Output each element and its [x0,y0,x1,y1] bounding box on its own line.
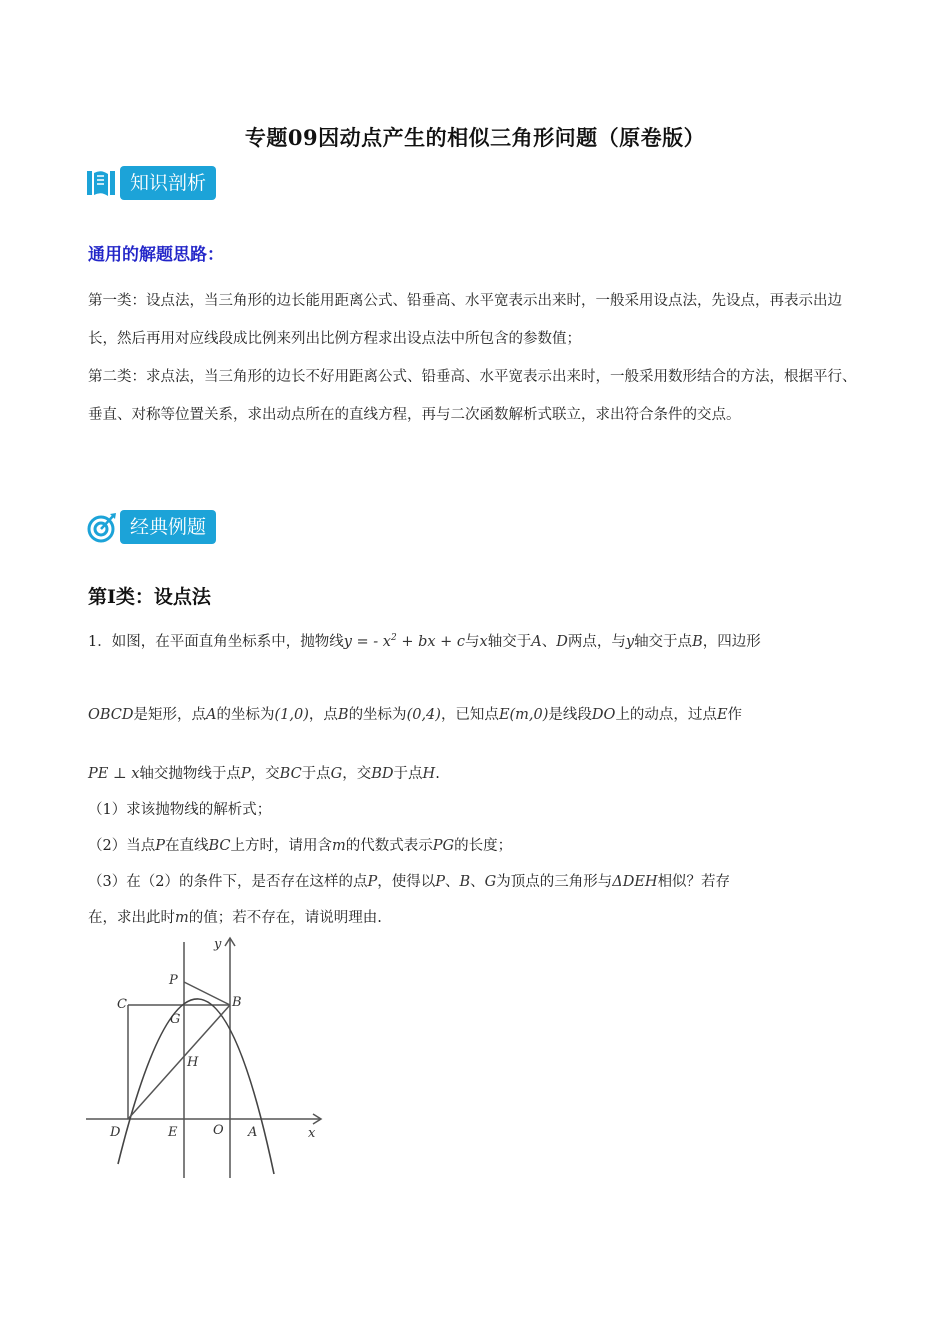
parabola-curve [118,999,274,1174]
question-2: （2）当点P在直线BC上方时，请用含m的代数式表示PG的长度； [88,838,513,854]
parabola-figure [84,934,334,1184]
question-3-line-1: （3）在（2）的条件下，是否存在这样的点P，使得以P、B、G为顶点的三角形与ΔDEH相似？若存 [88,874,731,890]
label-a: A [248,1125,258,1140]
label-g: G [170,1012,181,1027]
method-two-paragraph: 第二类：求点法，当三角形的边长不好用距离公式、铅垂高、水平宽表示出来时，一般采用数形结合的方法，根据平行、垂直、对称等位置关系，求出动点所在的直线方程，再与二次函数解析式联立，求出符合条件的交点。 [88,369,857,423]
label-y: y [214,937,222,952]
question-1: （1）求该抛物线的解析式； [88,802,272,818]
question-3-line-2: 在，求出此时m的值；若不存在，请说明理由. [88,910,382,926]
label-d: D [110,1125,121,1140]
label-p: P [169,973,178,988]
knowledge-banner-label: 知识剖析 [120,166,216,200]
label-o: O [213,1123,224,1138]
method-one-paragraph: 第一类：设点法，当三角形的边长能用距离公式、铅垂高、水平宽表示出来时，一般采用设点法，先设点，再表示出边长，然后再用对应线段成比例来列出比例方程求出设点法中所包含的参数值； [88,293,842,347]
section-heading: 第Ⅰ类：设点法 [88,586,211,608]
book-icon [86,166,118,200]
problem-line-1: 1．如图，在平面直角坐标系中，抛物线y = - $x^2$ + bx + c与x轴交于A、D两点，与y轴交于点B，四边形 [88,633,761,650]
page-title: 专题09因动点产生的相似三角形问题（原卷版） [244,125,706,150]
problem-line-3: PE ⊥ x轴交抛物线于点P，交BC于点G，交BD于点H. [88,766,440,782]
knowledge-banner [86,166,216,200]
label-c: C [117,997,127,1012]
examples-banner [86,510,216,544]
examples-banner-label: 经典例题 [120,510,216,544]
target-icon [86,510,118,544]
label-e: E [168,1125,178,1140]
problem-line-2: OBCD是矩形，点A的坐标为(1,0)，点B的坐标为(0,4)，已知点E(m,0)是线段DO上的动点，过点E作 [88,707,743,723]
label-b: B [232,995,242,1010]
method-subheading: 通用的解题思路： [88,245,224,265]
label-h: H [187,1055,199,1070]
label-x: x [308,1126,316,1141]
